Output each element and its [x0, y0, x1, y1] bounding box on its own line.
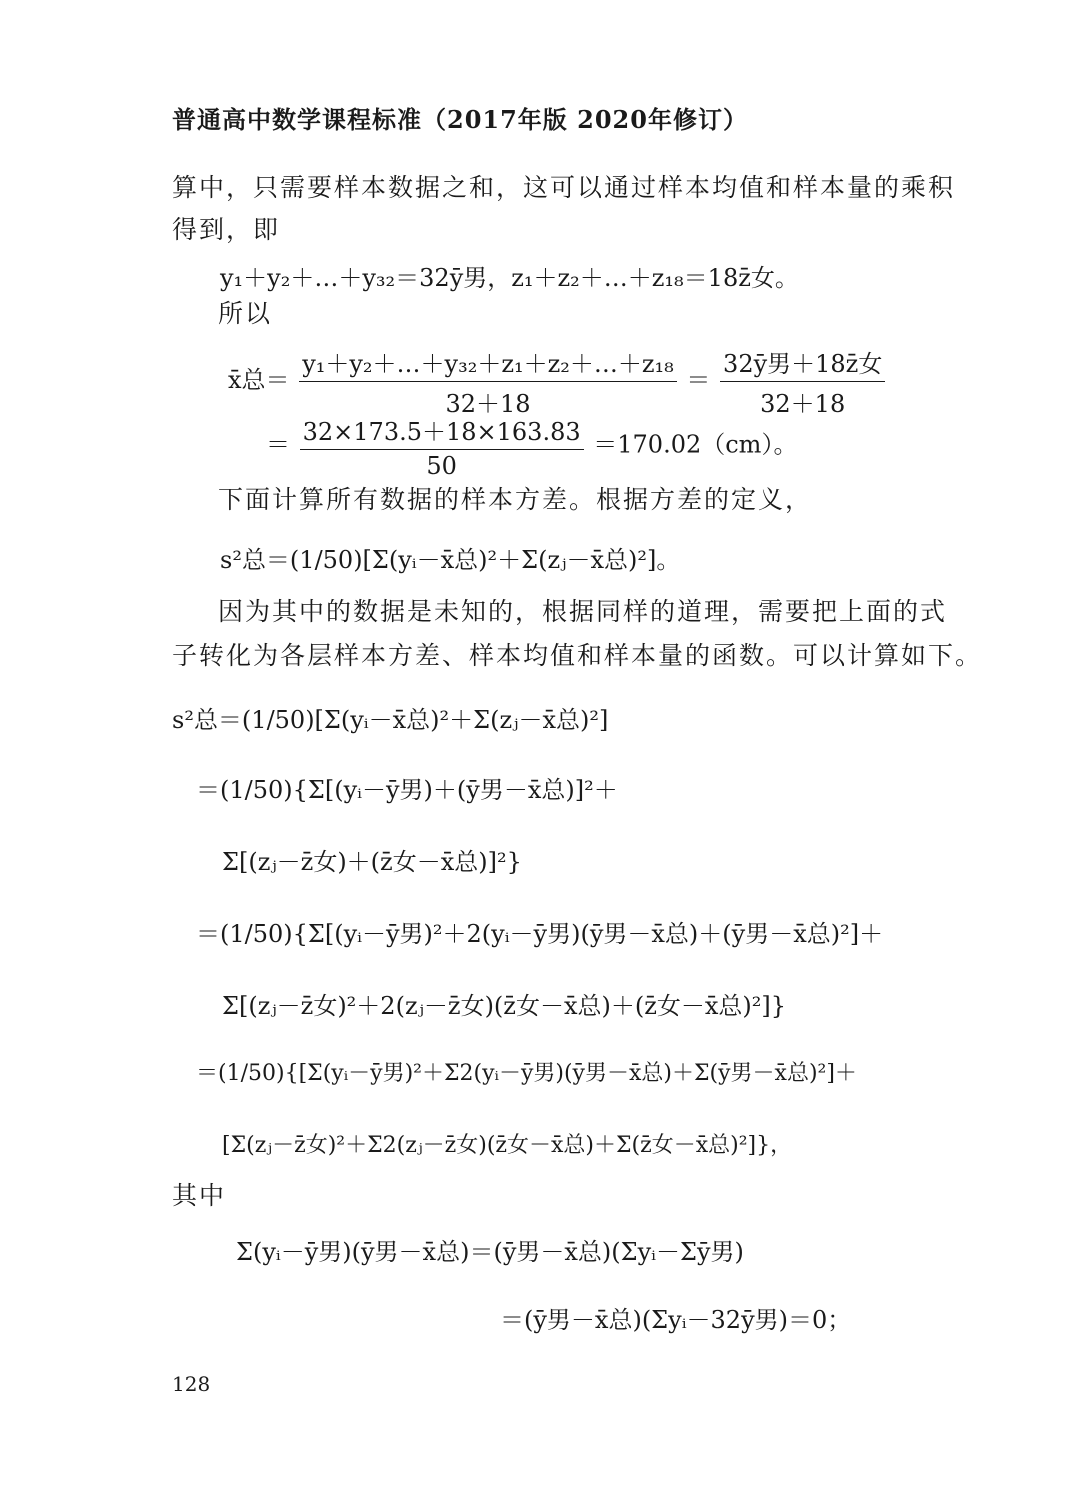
paragraph-7: 其中	[172, 1181, 227, 1210]
fraction-numerator: y₁＋y₂＋…＋y₃₂＋z₁＋z₂＋…＋z₁₈	[299, 344, 677, 382]
fraction-numeric	[300, 412, 584, 480]
formula-cross-term-1	[236, 1232, 744, 1267]
formula-overall-mean-lhs: x̄总＝	[228, 366, 290, 394]
fraction-denominator: 32＋18	[760, 390, 846, 418]
formula-text: Σ[(zⱼ－z̄女)²＋2(zⱼ－z̄女)(z̄女－x̄总)＋(z̄女－x̄总)²]}	[222, 992, 786, 1020]
equals-sign: ＝	[266, 430, 290, 459]
paragraph-4: 下面计算所有数据的样本方差。根据方差的定义，	[218, 485, 813, 514]
fraction-denominator: 50	[426, 452, 457, 480]
formula-result: ＝170.02（cm）。	[593, 430, 798, 459]
formula-text: ＝(1/50){Σ[(yᵢ－ȳ男)＋(ȳ男－x̄总)]²＋	[196, 776, 618, 804]
formula-variance-step-2b	[222, 842, 522, 877]
formula-variance-step-3b	[222, 986, 786, 1021]
formula-overall-mean	[228, 344, 887, 419]
formula-cross-term-2	[500, 1300, 851, 1335]
formula-text: Σ(yᵢ－ȳ男)(ȳ男－x̄总)＝(ȳ男－x̄总)(Σyᵢ－Σȳ男)	[236, 1238, 744, 1266]
formula-text: ＝(1/50){[Σ(yᵢ－ȳ男)²＋Σ2(yᵢ－ȳ男)(ȳ男－x̄总)＋Σ(ȳ男－x̄总)²]＋	[196, 1061, 857, 1086]
formula-sample-sums-text: y₁＋y₂＋…＋y₃₂＝32ȳ男，z₁＋z₂＋…＋z₁₈＝18z̄女。	[220, 264, 799, 292]
formula-variance-step-3a	[196, 914, 883, 949]
formula-variance-step-1	[172, 700, 608, 735]
paragraph-5: 因为其中的数据是未知的，根据同样的道理，需要把上面的式	[218, 597, 948, 626]
formula-variance-step-2a	[196, 770, 618, 805]
formula-text: Σ[(zⱼ－z̄女)＋(z̄女－x̄总)]²}	[222, 848, 522, 876]
formula-text: ＝(1/50){Σ[(yᵢ－ȳ男)²＋2(yᵢ－ȳ男)(ȳ男－x̄总)＋(ȳ男－x̄总)²]＋	[196, 920, 884, 948]
formula-overall-mean-value	[266, 412, 797, 480]
formula-text: [Σ(zⱼ－z̄女)²＋Σ2(zⱼ－z̄女)(z̄女－x̄总)＋Σ(z̄女－x̄总)²]}，	[222, 1133, 793, 1158]
paragraph-6: 子转化为各层样本方差、样本均值和样本量的函数。可以计算如下。	[172, 641, 983, 670]
fraction-denominator: 32＋18	[445, 390, 531, 418]
formula-sample-sums	[220, 258, 799, 293]
fraction-numerator: 32×173.5＋18×163.83	[300, 412, 584, 450]
formula-variance-step-4a	[196, 1056, 857, 1087]
formula-variance-definition	[220, 540, 680, 575]
fraction-sum-over-total	[299, 344, 677, 419]
paragraph-3: 所以	[218, 299, 273, 328]
running-header: 普通高中数学课程标准（2017年版 2020年修订）	[172, 105, 748, 134]
formula-text: ＝(ȳ男－x̄总)(Σyᵢ－32ȳ男)＝0；	[500, 1306, 852, 1334]
formula-variance-step-4b	[222, 1128, 792, 1159]
formula-text: s²总＝(1/50)[Σ(yᵢ－x̄总)²＋Σ(zⱼ－x̄总)²]	[172, 706, 609, 734]
formula-variance-definition-text: s²总＝(1/50)[Σ(yᵢ－x̄总)²＋Σ(zⱼ－x̄总)²]。	[220, 546, 681, 574]
paragraph-1: 算中，只需要样本数据之和，这可以通过样本均值和样本量的乘积	[172, 173, 956, 202]
fraction-numerator: 32ȳ男＋18z̄女	[720, 344, 885, 382]
paragraph-2: 得到，即	[172, 215, 281, 244]
equals-sign: ＝	[686, 366, 711, 394]
page-number: 128	[172, 1372, 211, 1396]
fraction-weighted-means	[720, 344, 885, 419]
